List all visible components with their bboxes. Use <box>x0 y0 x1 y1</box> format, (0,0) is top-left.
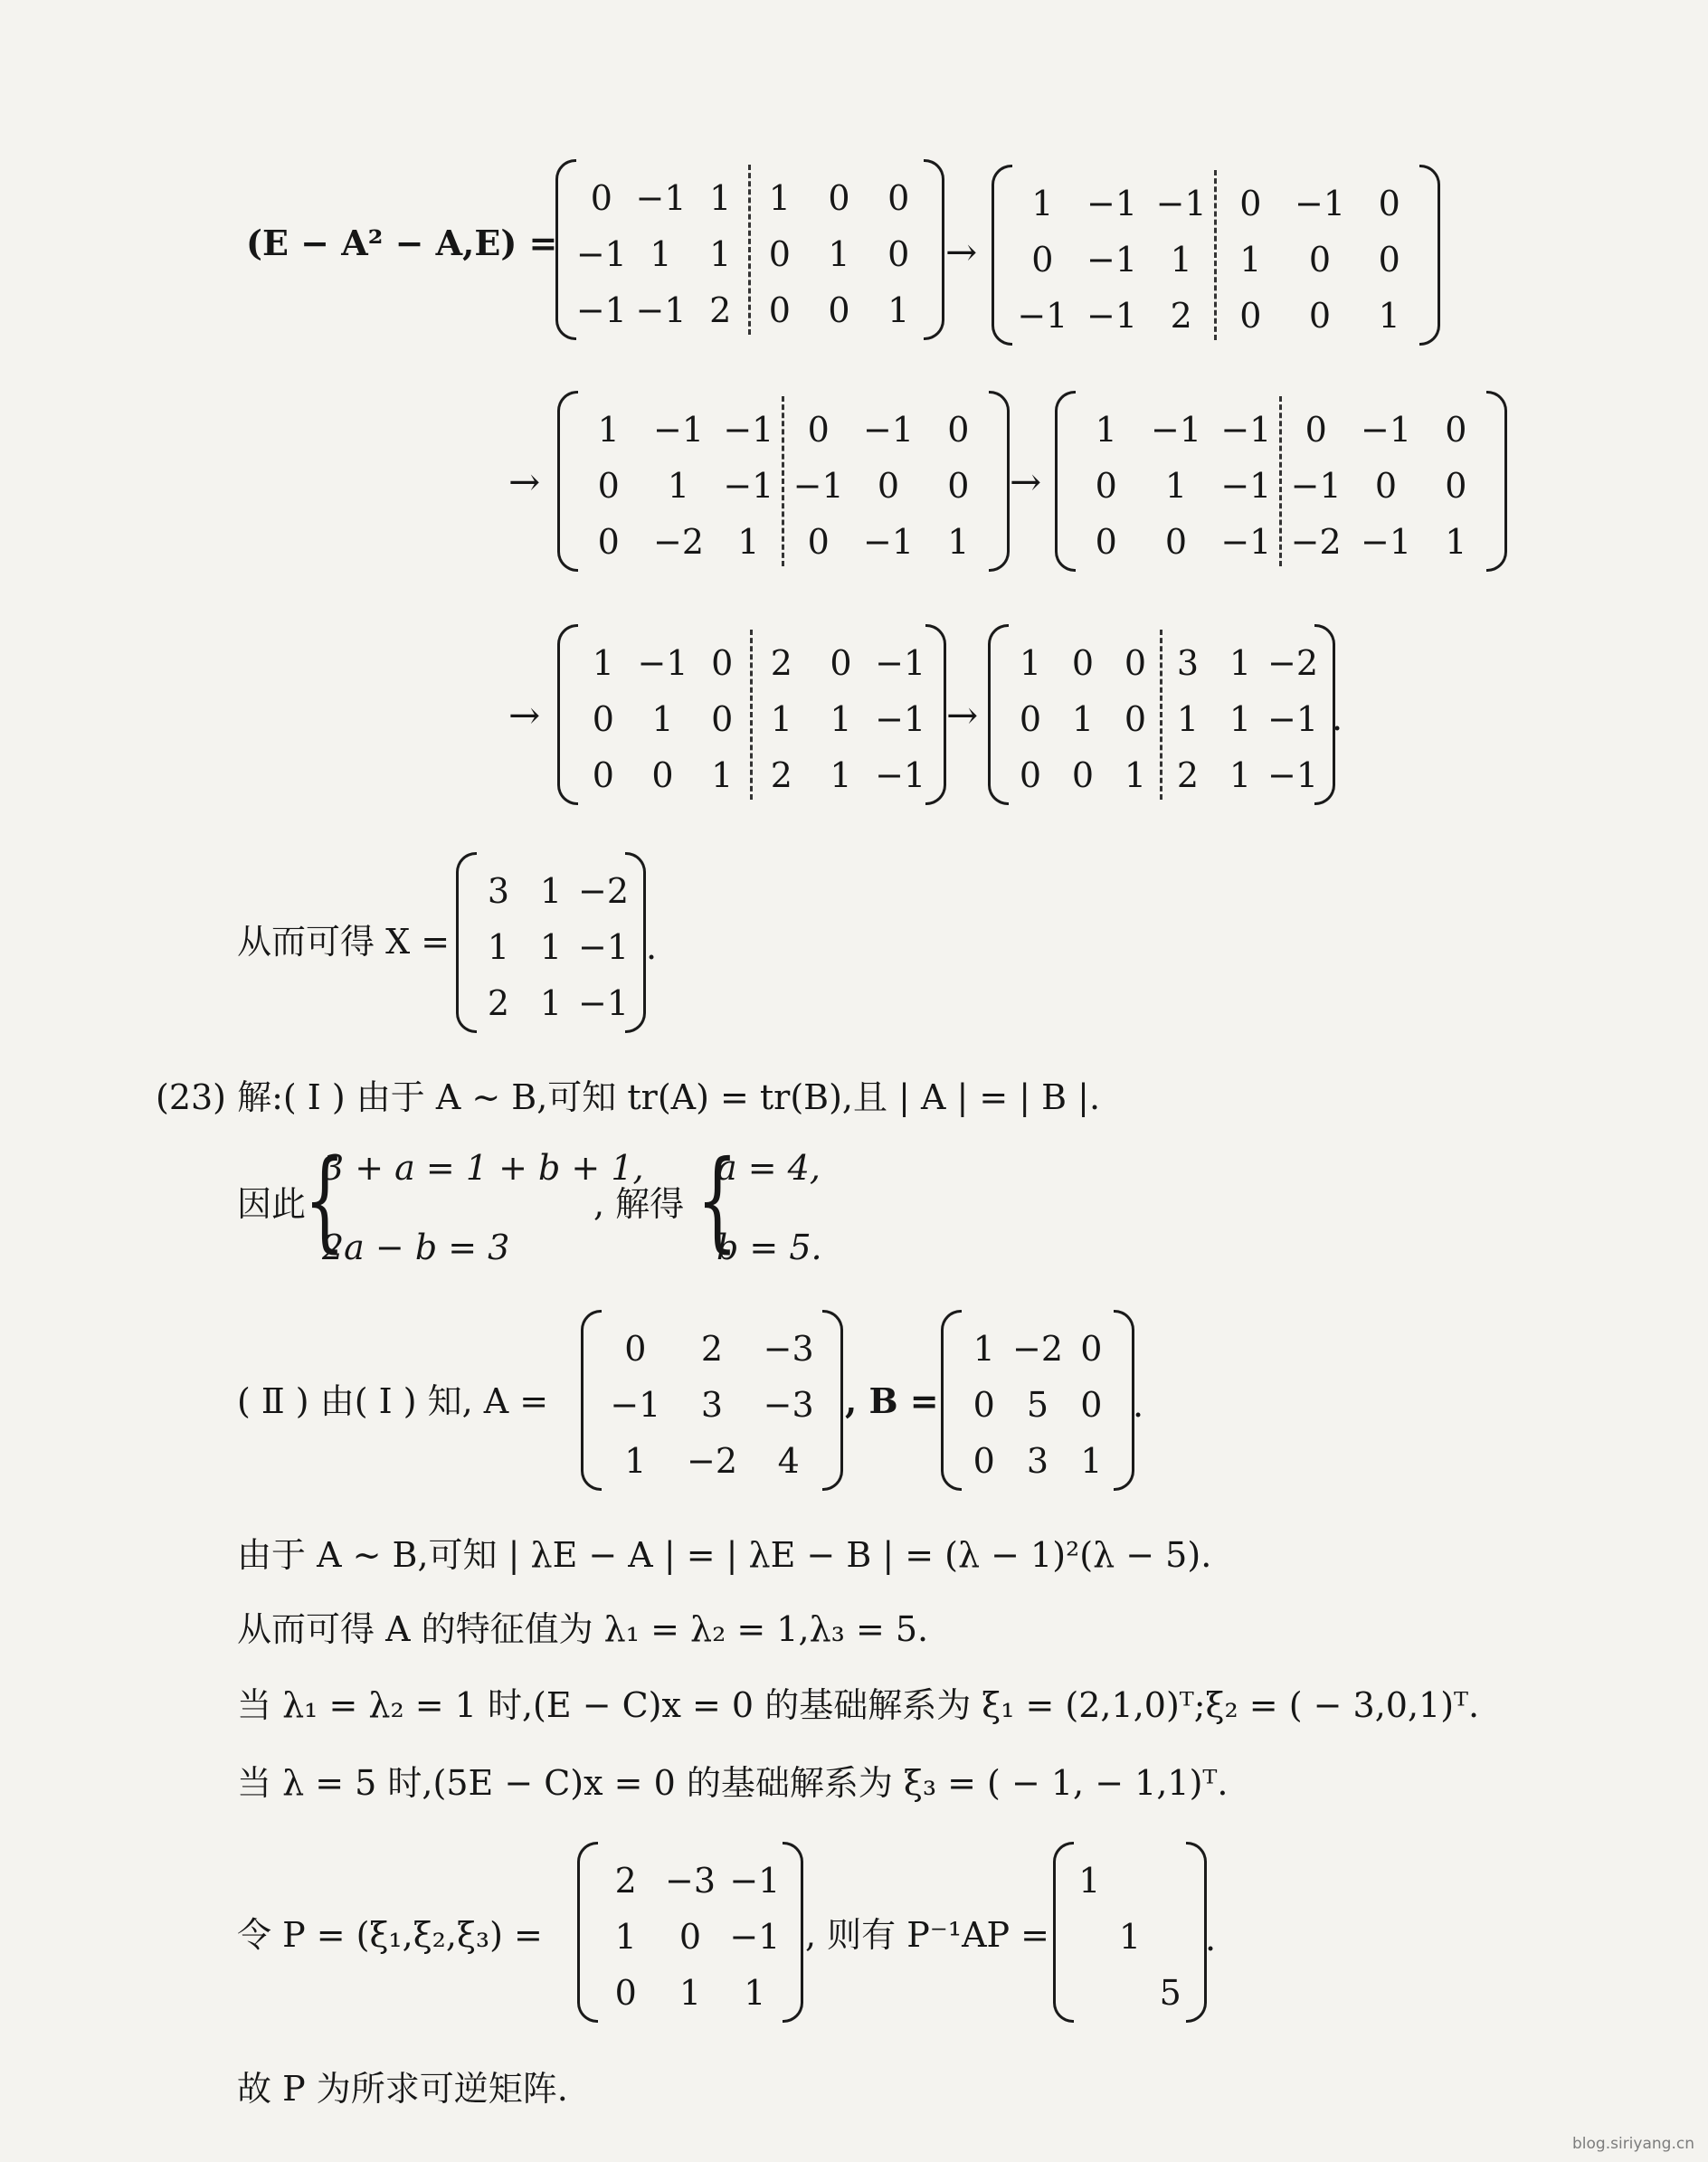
matrix-cell: −1 <box>1086 184 1138 223</box>
period: . <box>1205 1919 1217 1958</box>
matrix-cell: 0 <box>1080 1385 1103 1425</box>
matrix-cell: 1 <box>614 1917 637 1957</box>
matrix-cell: 1 <box>1229 699 1252 739</box>
matrix-cell: −1 <box>875 643 926 683</box>
matrix-cell: 0 <box>830 643 852 683</box>
matrix-cell: 0 <box>651 755 674 795</box>
matrix-cell: 1 <box>487 927 510 967</box>
matrix-cell: −1 <box>577 927 630 967</box>
period: . <box>1332 698 1343 738</box>
matrix-cell: 0 <box>1445 410 1467 450</box>
matrix-cell: −1 <box>792 466 844 506</box>
matrix-cell: 2 <box>700 1329 724 1369</box>
matrix-cell: 2 <box>770 643 792 683</box>
matrix-cell: −1 <box>723 466 774 506</box>
matrix-cell: 0 <box>877 466 900 506</box>
matrix-cell: 1 <box>768 178 791 218</box>
arrow: → <box>945 230 978 274</box>
matrix-cell: −1 <box>729 1917 781 1957</box>
matrix-cell: −1 <box>1360 410 1412 450</box>
matrix-cell: 1 <box>1378 296 1400 336</box>
matrix-cell: 3 <box>700 1385 724 1425</box>
conclusion: 故 P 为所求可逆矩阵. <box>237 2069 568 2109</box>
augment-separator <box>1279 396 1282 566</box>
left-brace: { <box>304 1138 346 1264</box>
matrix-cell: 1 <box>709 178 732 218</box>
augment-separator <box>748 165 751 335</box>
P-label: 令 P = (ξ₁,ξ₂,ξ₃) = <box>237 1915 543 1955</box>
D-label: , 则有 P⁻¹AP = <box>805 1915 1050 1955</box>
matrix-cell: 1 <box>597 410 620 450</box>
sys1-eq2: 2a − b = 3 <box>322 1228 510 1267</box>
matrix-cell: −1 <box>1150 410 1202 450</box>
matrix-cell: −1 <box>610 1385 661 1425</box>
arrow: → <box>946 693 979 737</box>
matrix-cell: 1 <box>678 1973 702 2013</box>
matrix-cell: −1 <box>1220 410 1272 450</box>
matrix-cell: 4 <box>777 1441 800 1481</box>
matrix-cell: 0 <box>1445 466 1467 506</box>
matrix-cell: −1 <box>652 410 705 450</box>
matrix-cell: 0 <box>678 1917 702 1957</box>
matrix-cell: 0 <box>1019 755 1042 795</box>
matrix-cell: 0 <box>1305 410 1327 450</box>
matrix-cell: 3 <box>487 871 510 911</box>
matrix-cell: 0 <box>1071 755 1095 795</box>
matrix-cell: −1 <box>1086 296 1138 336</box>
matrix-cell: 1 <box>1095 410 1117 450</box>
matrix-cell: 0 <box>947 466 970 506</box>
p23-line1: (23) 解:( Ⅰ ) 由于 A ∼ B,可知 tr(A) = tr(B),且 | A | = | B |. <box>156 1077 1101 1117</box>
matrix-cell: 0 <box>807 522 830 562</box>
period: . <box>646 927 658 967</box>
matrix-cell: −2 <box>686 1441 738 1481</box>
matrix-cell: 0 <box>887 178 910 218</box>
augment-separator <box>750 630 753 800</box>
matrix-cell: 1 <box>1080 1441 1103 1481</box>
matrix-cell: −3 <box>763 1329 814 1369</box>
period: . <box>1133 1385 1144 1425</box>
matrix-cell: −2 <box>1267 643 1319 683</box>
matrix-cell: 1 <box>770 699 792 739</box>
matrix-cell: −1 <box>1086 240 1138 280</box>
x-matrix <box>456 852 646 1033</box>
matrix-cell: 1 <box>1164 466 1188 506</box>
matrix-cell: 0 <box>1019 699 1042 739</box>
matrix-cell: 1 <box>1176 699 1200 739</box>
matrix-cell: 0 <box>1164 522 1188 562</box>
matrix-cell: −2 <box>1290 522 1342 562</box>
matrix-B <box>941 1310 1134 1491</box>
matrix-cell: 1 <box>1019 643 1042 683</box>
matrix-cell: 0 <box>614 1973 637 2013</box>
eq3-matrix-1 <box>557 624 946 805</box>
matrix-cell: −1 <box>862 522 915 562</box>
matrix-cell: 0 <box>1124 643 1147 683</box>
eq1-matrix-1 <box>555 159 944 340</box>
matrix-cell: 0 <box>828 290 850 330</box>
matrix-cell: 0 <box>973 1441 995 1481</box>
arrow: → <box>508 693 541 737</box>
matrix-cell: 1 <box>592 643 614 683</box>
matrix-cell: 1 <box>667 466 690 506</box>
matrix-cell: 0 <box>1374 466 1398 506</box>
augment-separator <box>782 396 784 566</box>
sys2-eq1: a = 4, <box>716 1148 821 1188</box>
matrix-cell: 1 <box>1078 1861 1101 1901</box>
matrix-cell: 1 <box>539 871 563 911</box>
left-paren <box>581 1310 602 1491</box>
matrix-cell: 0 <box>1239 296 1262 336</box>
matrix-cell: 1 <box>830 755 852 795</box>
eq3-matrix-2 <box>988 624 1335 805</box>
eq2-matrix-1 <box>557 391 1010 572</box>
arrow: → <box>508 460 541 504</box>
matrix-cell: 0 <box>1095 522 1117 562</box>
matrix-P <box>577 1842 803 2023</box>
matrix-cell: −1 <box>1290 466 1342 506</box>
matrix-cell: −3 <box>664 1861 716 1901</box>
matrix-cell: −1 <box>1017 296 1068 336</box>
matrix-D <box>1053 1842 1207 2023</box>
matrix-cell: −2 <box>1011 1329 1064 1369</box>
matrix-cell: 0 <box>711 699 734 739</box>
matrix-cell: −1 <box>635 178 687 218</box>
matrix-cell: 3 <box>1026 1441 1049 1481</box>
matrix-cell: 1 <box>650 234 672 274</box>
arrow: → <box>1010 460 1042 504</box>
matrix-cell: 1 <box>737 522 760 562</box>
matrix-cell: 0 <box>1239 184 1262 223</box>
eq1-label: (E − A² − A,E) = <box>246 223 558 263</box>
matrix-cell: 5 <box>1159 1973 1181 2013</box>
matrix-cell: 1 <box>651 699 674 739</box>
matrix-cell: 0 <box>597 522 620 562</box>
xi12-line: 当 λ₁ = λ₂ = 1 时,(E − C)x = 0 的基础解系为 ξ₁ = (2,1,0)ᵀ;ξ₂ = ( − 3,0,1)ᵀ. <box>237 1685 1480 1725</box>
eq1-matrix-2 <box>992 165 1440 346</box>
matrix-cell: 2 <box>1176 755 1200 795</box>
matrix-cell: 0 <box>947 410 970 450</box>
matrix-cell: 2 <box>487 983 510 1023</box>
matrix-cell: −1 <box>862 410 915 450</box>
matrix-cell: −1 <box>635 290 687 330</box>
matrix-cell: 1 <box>1170 240 1192 280</box>
matrix-cell: 1 <box>624 1441 647 1481</box>
matrix-cell: 1 <box>1118 1917 1142 1957</box>
matrix-cell: −1 <box>1294 184 1346 223</box>
matrix-cell: −1 <box>637 643 688 683</box>
matrix-cell: 0 <box>1308 240 1332 280</box>
xi3-line: 当 λ = 5 时,(5E − C)x = 0 的基础解系为 ξ₃ = ( − 1, − 1,1)ᵀ. <box>237 1763 1229 1803</box>
matrix-cell: 1 <box>709 234 732 274</box>
matrix-cell: 2 <box>1170 296 1192 336</box>
matrix-cell: −2 <box>577 871 630 911</box>
matrix-cell: 1 <box>1124 755 1147 795</box>
matrix-A <box>581 1310 843 1491</box>
matrix-cell: 1 <box>947 522 970 562</box>
matrix-cell: 0 <box>711 643 734 683</box>
watermark: blog.siriyang.cn <box>1572 2135 1694 2153</box>
matrix-cell: 1 <box>828 234 850 274</box>
eq2-matrix-2 <box>1055 391 1507 572</box>
matrix-cell: 2 <box>709 290 732 330</box>
matrix-cell: 0 <box>768 290 791 330</box>
matrix-cell: −1 <box>1267 755 1319 795</box>
matrix-cell: 0 <box>590 178 612 218</box>
matrix-cell: 0 <box>1080 1329 1103 1369</box>
eqX-label: 从而可得 X = <box>237 922 451 962</box>
sys2-eq2: b = 5. <box>716 1228 822 1267</box>
augment-separator <box>1160 630 1162 800</box>
matrix-cell: 0 <box>592 699 614 739</box>
matrix-cell: 1 <box>1071 699 1095 739</box>
matrix-cell: 0 <box>1071 643 1095 683</box>
matrix-cell: 5 <box>1026 1385 1049 1425</box>
matrix-cell: 2 <box>770 755 792 795</box>
right-paren <box>822 1310 843 1491</box>
matrix-cell: −1 <box>1220 466 1272 506</box>
matrix-cell: 0 <box>973 1385 995 1425</box>
left-brace: { <box>697 1138 738 1264</box>
matrix-cell: 1 <box>744 1973 766 2013</box>
matrix-cell: 0 <box>1378 184 1400 223</box>
matrix-cell: 1 <box>1239 240 1262 280</box>
matrix-cell: 0 <box>768 234 791 274</box>
matrix-cell: −1 <box>875 755 926 795</box>
part2-label: ( Ⅱ ) 由( Ⅰ ) 知, A = <box>237 1381 549 1421</box>
matrix-cell: 0 <box>624 1329 647 1369</box>
matrix-cell: −1 <box>875 699 926 739</box>
matrix-cell: 1 <box>539 927 563 967</box>
sys1-eq1: 3 + a = 1 + b + 1, <box>322 1148 644 1188</box>
matrix-cell: 0 <box>597 466 620 506</box>
matrix-cell: 2 <box>614 1861 637 1901</box>
matrix-cell: 0 <box>592 755 614 795</box>
eigenvalue-line: 从而可得 A 的特征值为 λ₁ = λ₂ = 1,λ₃ = 5. <box>237 1609 929 1649</box>
B-label: , B = <box>845 1380 939 1421</box>
matrix-cell: −1 <box>1220 522 1272 562</box>
matrix-cell: 0 <box>1378 240 1400 280</box>
matrix-cell: 1 <box>1229 643 1252 683</box>
matrix-cell: 1 <box>711 755 734 795</box>
matrix-cell: −1 <box>1360 522 1412 562</box>
augment-separator <box>1214 170 1217 340</box>
matrix-cell: −1 <box>575 234 627 274</box>
matrix-cell: 0 <box>828 178 850 218</box>
matrix-cell: 0 <box>1124 699 1147 739</box>
matrix-cell: 1 <box>887 290 910 330</box>
matrix-cell: −1 <box>729 1861 781 1901</box>
matrix-cell: −1 <box>1155 184 1207 223</box>
matrix-cell: −1 <box>1267 699 1319 739</box>
matrix-cell: −3 <box>763 1385 814 1425</box>
matrix-cell: 3 <box>1176 643 1200 683</box>
matrix-cell: 1 <box>1031 184 1054 223</box>
char-poly-line: 由于 A ∼ B,可知 | λE − A | = | λE − B | = (λ − 1)²(λ − 5). <box>237 1535 1212 1575</box>
matrix-cell: 1 <box>539 983 563 1023</box>
therefore: 因此 <box>237 1184 307 1224</box>
matrix-cell: −1 <box>577 983 630 1023</box>
matrix-cell: 1 <box>973 1329 995 1369</box>
matrix-cell: 0 <box>807 410 830 450</box>
matrix-cell: 1 <box>1445 522 1467 562</box>
matrix-cell: 0 <box>1095 466 1117 506</box>
matrix-cell: 0 <box>887 234 910 274</box>
matrix-cell: 1 <box>1229 755 1252 795</box>
matrix-cell: 0 <box>1308 296 1332 336</box>
matrix-cell: −1 <box>723 410 774 450</box>
matrix-cell: −2 <box>652 522 705 562</box>
matrix-cell: −1 <box>575 290 627 330</box>
solve: , 解得 <box>593 1184 685 1224</box>
matrix-cell: 0 <box>1031 240 1054 280</box>
matrix-cell: 1 <box>830 699 852 739</box>
